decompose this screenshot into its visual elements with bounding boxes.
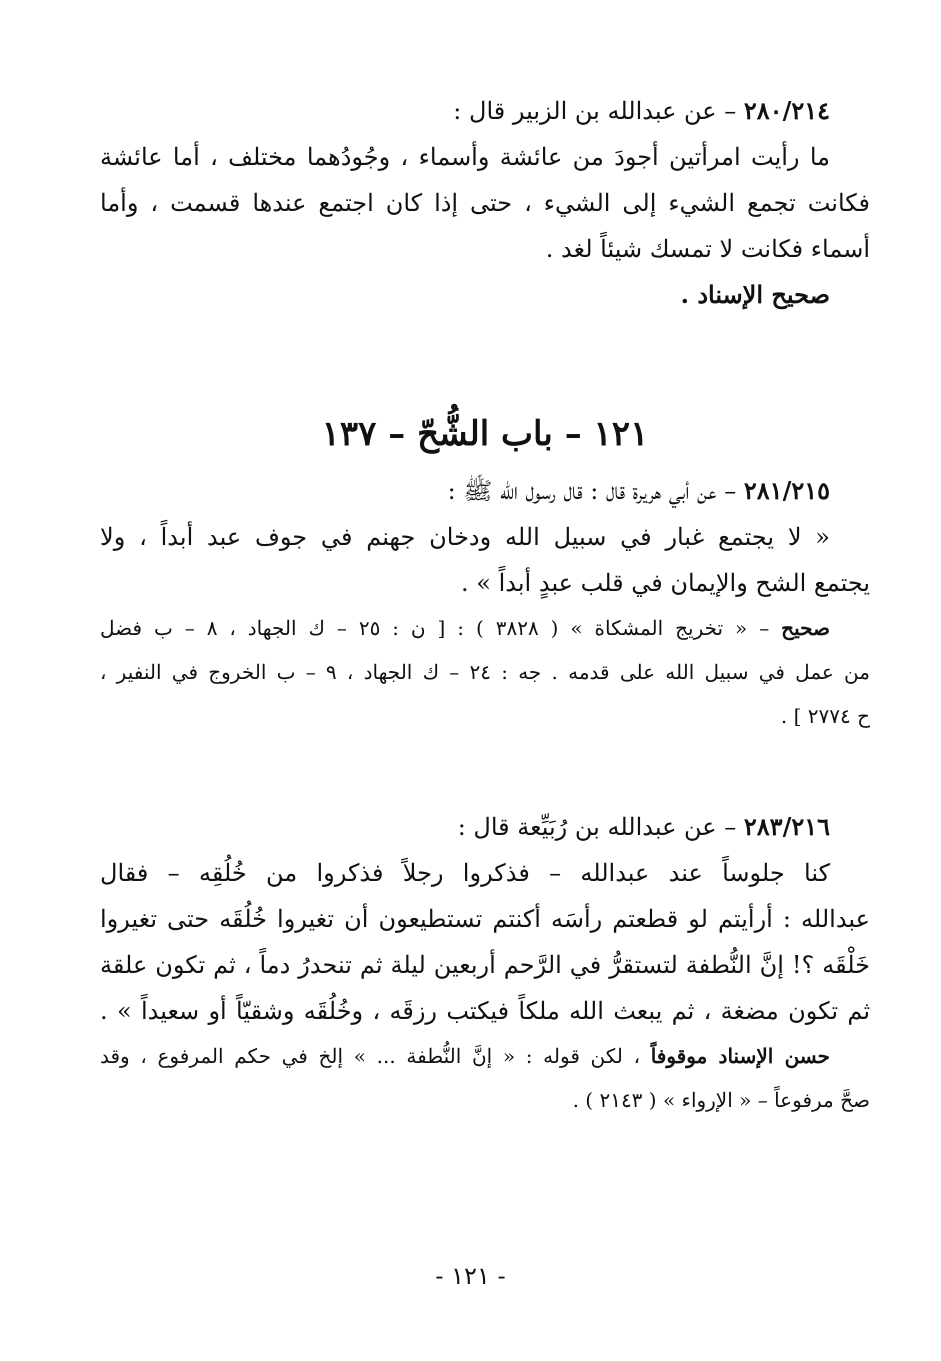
hadith-216-grade-rest: ، لكن قوله : « إنَّ النُّطفة ... » إلخ في حكم المرفوع ، وقد	[100, 1044, 651, 1068]
hadith-216-intro: – عن عبدالله بن رُبَيِّعة قال :	[457, 813, 744, 841]
hadith-216-line-1: كنا جلوساً عند عبدالله – فذكروا رجلاً فذكروا من خُلُقِه – فقال	[100, 859, 830, 887]
hadith-216-number: ٢٨٣/٢١٦	[743, 812, 830, 841]
hadith-216-line-2: عبدالله : أرأيتم لو قطعتم رأسَه أكنتم تستطيعون أن تغيروا خُلُقَه حتى تغيروا	[100, 905, 870, 933]
hadith-215-line-1: « لا يجتمع غبار في سبيل الله ودخان جهنم في جوف عبد أبداً ، ولا	[100, 523, 830, 551]
hadith-214-heading	[100, 88, 870, 134]
hadith-216-heading	[100, 804, 870, 850]
hadith-216-line-3: خَلْقَه ؟! إنَّ النُّطفة لتستقرُّ في الرَّحم أربعين ليلة ثم تنحدرُ دماً ، ثم تكون علقة	[100, 951, 870, 979]
page-number: - ١٢١ -	[435, 1262, 506, 1290]
hadith-214-intro: – عن عبدالله بن الزبير قال :	[453, 97, 744, 125]
hadith-216-grade-line-1: صحَّ مرفوعاً – « الإرواء » ( ٢١٤٣ ) .	[572, 1088, 870, 1112]
hadith-214-line-3: أسماء فكانت لا تمسك شيئاً لغد .	[545, 235, 870, 263]
hadith-215-line-2: يجتمع الشح والإيمان في قلب عبدٍ أبداً » .	[461, 569, 870, 597]
chapter-heading-block	[100, 404, 870, 464]
hadith-216-line-4: ثم تكون مضغة ، ثم يبعث الله ملكاً فيكتب رزقَه ، وخُلُقَه وشقيّاً أو سعيداً » .	[100, 997, 870, 1025]
hadith-215-grade-line-2: ح ٢٧٧٤ ] .	[780, 704, 870, 728]
hadith-216-grade	[100, 1034, 870, 1078]
hadith-215-grade	[100, 606, 870, 650]
hadith-216-grade-label: حسن الإسناد موقوفاً	[650, 1044, 831, 1068]
hadith-215-grade-label: صحيح	[781, 616, 831, 640]
hadith-215-grade-line-1: من عمل في سبيل الله على قدمه . جه : ٢٤ – ك الجهاد ، ٩ – ب الخروج في النفير ،	[100, 660, 870, 684]
hadith-215-number: ٢٨١/٢١٥	[743, 476, 830, 505]
hadith-215-grade-rest: – « تخريج المشكاة » ( ٣٨٢٨ ) : [ ن : ٢٥ – ك الجهاد ، ٨ – ب فضل	[100, 616, 782, 640]
hadith-214-grade: صحيح الإسناد .	[680, 280, 830, 309]
hadith-214	[100, 88, 870, 318]
hadith-214-number: ٢٨٠/٢١٤	[743, 96, 830, 125]
hadith-214-line-1: ما رأيت امرأتين أجودَ من عائشة وأسماء ، وجُودُهما مختلف ، أما عائشة	[100, 143, 830, 171]
hadith-216	[100, 804, 870, 1122]
hadith-215-intro: – عن أبي هريرة قال : قال رسول الله ﷺ :	[447, 477, 744, 505]
hadith-214-line-2: فكانت تجمع الشيء إلى الشيء ، حتى إذا كان اجتمع عندها قسمت ، وأما	[100, 189, 870, 217]
hadith-215	[100, 468, 870, 738]
hadith-215-heading	[100, 468, 870, 514]
chapter-title: ١٢١ – باب الشُّحّ – ١٣٧	[321, 414, 649, 454]
